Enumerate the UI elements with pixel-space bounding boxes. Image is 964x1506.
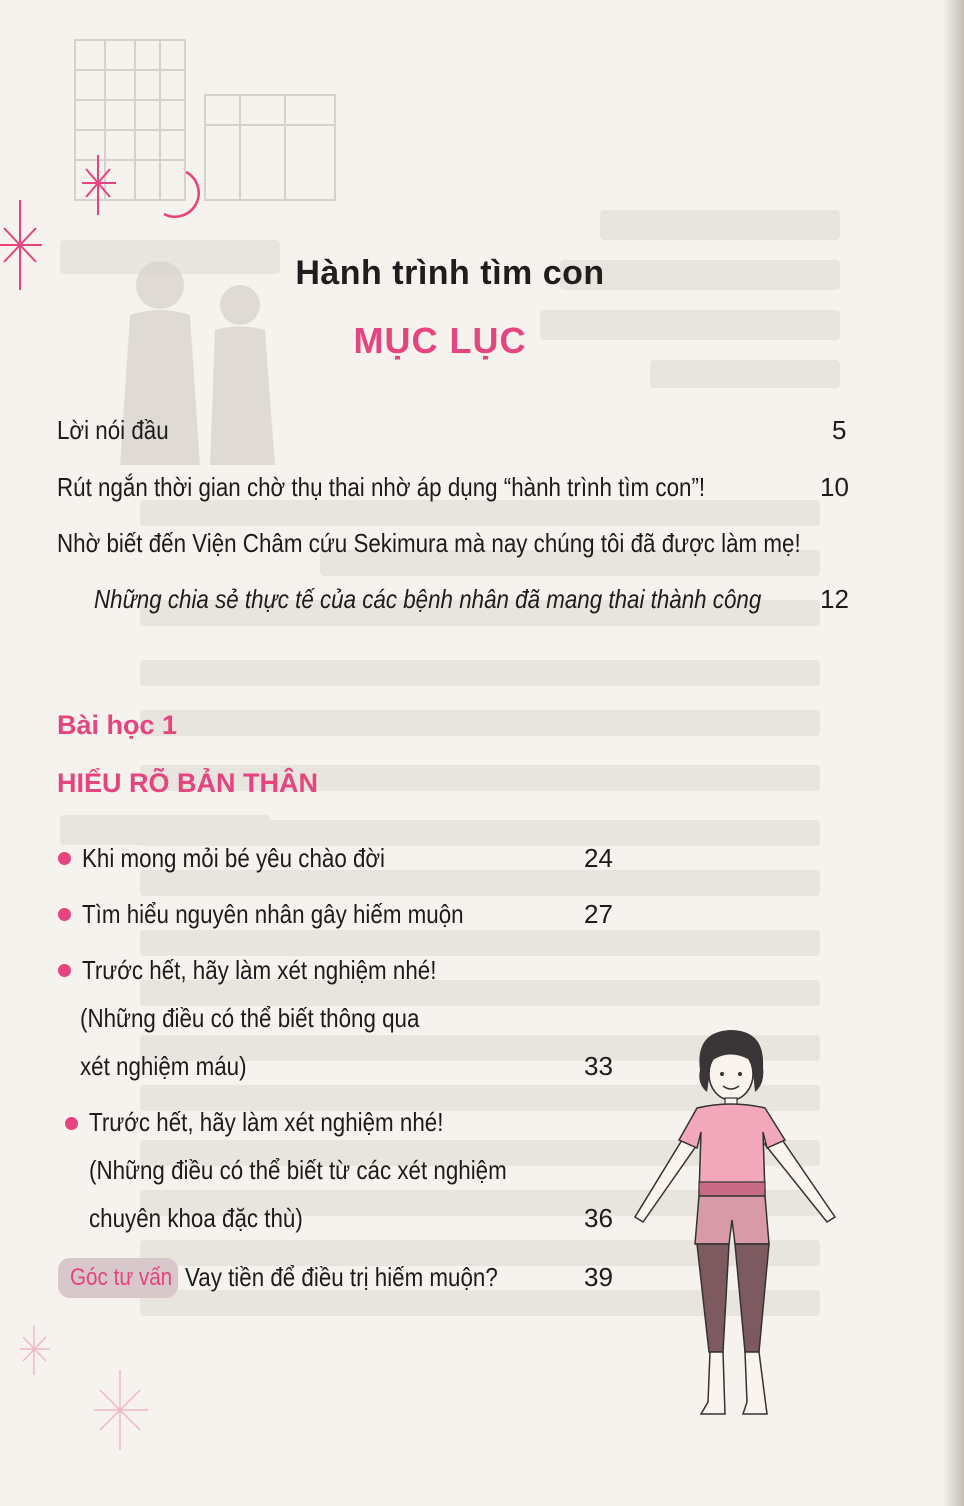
toc-entry-subtitle-text: Những chia sẻ thực tế của các bệnh nhân đã mang thai thành công	[94, 584, 762, 614]
crescent-moon-icon	[160, 170, 200, 222]
toc-entry-page: 10	[820, 472, 849, 502]
toc-entry-line-text: (Những điều có thể biết thông qua	[80, 1003, 420, 1033]
toc-entry-title: Nhờ biết đến Viện Châm cứu Sekimura mà nay chúng tôi đã được làm mẹ!	[57, 528, 801, 558]
bullet-icon	[58, 964, 71, 977]
toc-entry-page: 24	[584, 843, 613, 873]
book-spine-shadow	[942, 0, 964, 1506]
book-title: Hành trình tìm con	[295, 254, 605, 292]
toc-entry-title: Tìm hiểu nguyên nhân gây hiếm muộn	[82, 899, 464, 929]
sparkle-icon	[92, 1370, 152, 1450]
toc-entry-title: Rút ngắn thời gian chờ thụ thai nhờ áp dụng “hành trình tìm con”!	[57, 472, 706, 502]
lesson-title: HIỂU RÕ BẢN THÂN	[57, 768, 318, 798]
bullet-icon	[58, 852, 71, 865]
toc-entry-title: Vay tiền để điều trị hiếm muộn?	[185, 1262, 498, 1292]
toc-entry-page: 12	[820, 584, 849, 614]
toc-entry-preface[interactable]	[57, 414, 187, 446]
toc-entry-page: 5	[832, 415, 847, 445]
toc-entry-page: 33	[584, 1051, 613, 1081]
toc-entry-line-text: chuyên khoa đặc thù)	[89, 1203, 303, 1233]
toc-entry-title: Trước hết, hãy làm xét nghiệm nhé!	[89, 1107, 444, 1137]
sparkle-icon	[18, 1325, 54, 1375]
lesson-label: Bài học 1	[57, 710, 178, 740]
toc-heading: MỤC LỤC	[353, 320, 527, 361]
toc-entry-infertility-causes[interactable]	[82, 898, 526, 930]
consult-badge-label: Góc tư vấn	[70, 1264, 173, 1291]
sparkle-icon	[78, 155, 124, 215]
toc-entry-line	[80, 1002, 475, 1034]
toc-entry-title: Trước hết, hãy làm xét nghiệm nhé!	[82, 955, 437, 985]
toc-entry-page: 27	[584, 899, 613, 929]
toc-entry-blood-test[interactable]	[82, 954, 494, 986]
toc-entry-subtitle	[94, 583, 870, 615]
toc-entry-sekimura[interactable]	[57, 527, 922, 559]
toc-entry-specialist-test[interactable]	[89, 1106, 501, 1138]
toc-entry-loan[interactable]	[185, 1261, 549, 1293]
toc-entry-line-text: (Những điều có thể biết từ các xét nghiệm	[89, 1155, 507, 1185]
woman-illustration	[615, 1022, 855, 1422]
toc-entry-title: Khi mong mỏi bé yêu chào đời	[82, 843, 386, 873]
toc-entry-line	[89, 1154, 575, 1186]
bullet-icon	[65, 1117, 78, 1130]
toc-entry-line	[80, 1050, 274, 1082]
consult-badge	[58, 1258, 178, 1298]
toc-entry-line-text: xét nghiệm máu)	[80, 1051, 247, 1081]
bullet-icon	[58, 908, 71, 921]
toc-entry-page: 36	[584, 1203, 613, 1233]
toc-entry-title: Lời nói đầu	[57, 415, 169, 445]
toc-entry-shorten-wait[interactable]	[57, 471, 811, 503]
toc-entry-page: 39	[584, 1262, 613, 1292]
toc-entry-awaiting-baby[interactable]	[82, 842, 434, 874]
toc-entry-line	[89, 1202, 338, 1234]
